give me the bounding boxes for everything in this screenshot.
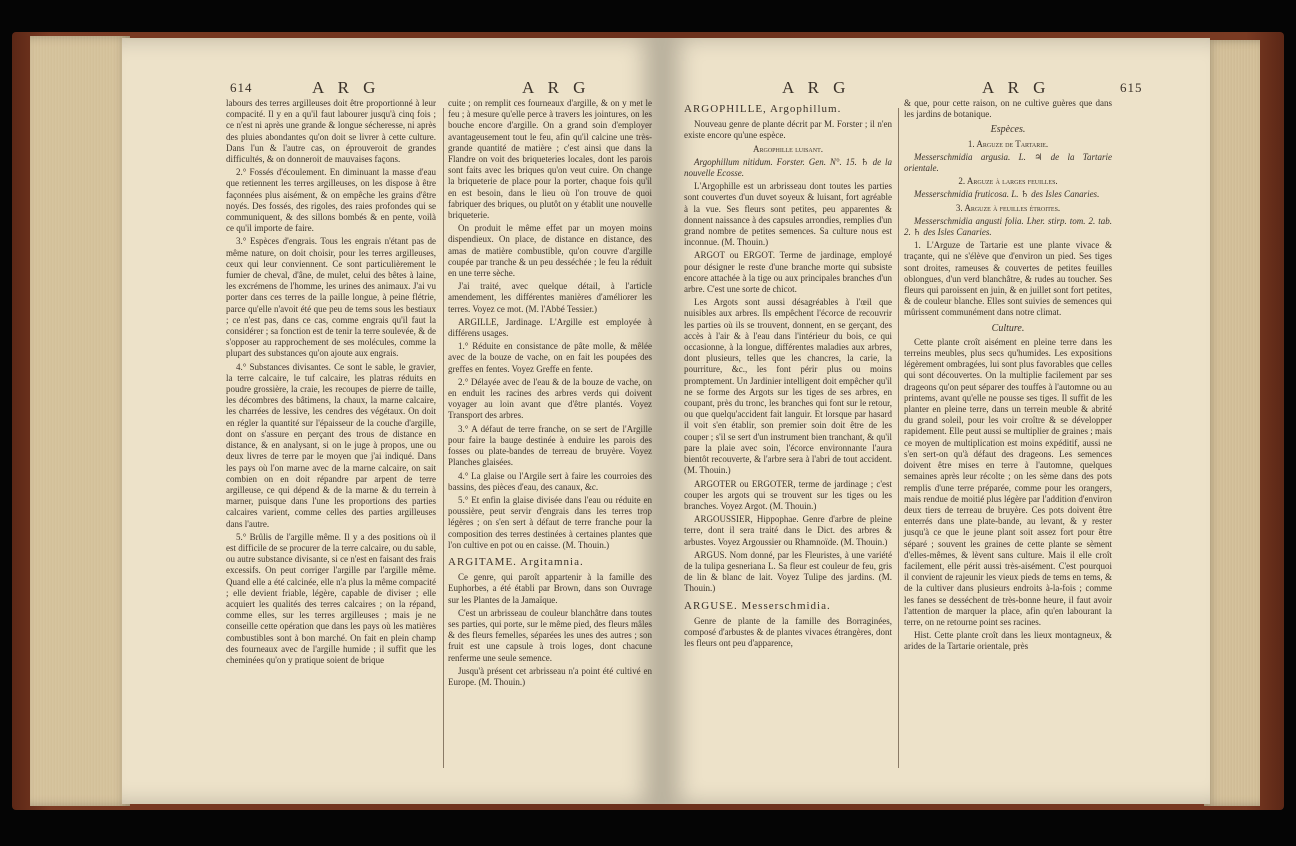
- paragraph: Les Argots sont aussi désagréables à l'œil que nuisibles aux arbres. Ils empêchent l'écorce de recouvrir les parties où ils se trouvent, donnent, en se gerçant, des accès à l'air & à l'eau dans l'intérieur du bois, ce qui occasionne, à la longue, différentes maladies aux arbres, dont plusieurs, telles que les chancres, la carie, la pourriture, &c., les font périr plus ou moins promptement. Un Jardinier intelligent doit empêcher qu'il ne se forme des Argots sur les tiges de ses arbres, en coupant, près du tronc, les branches qui font sur le retour, ou que quelqu'accident fait languir. Et lorsque par hasard il voit s'en établir, son premier soin doit être de les couper ; s'il se sert d'un instrument bien tranchant, & qu'il pare la plaie avec soin, l'écorce environnante l'aura bientôt recouverte, & l'arbre sera à l'abri de tout accident. (M. Thouin.): [684, 297, 892, 476]
- species-item: Messerschmidia angusti folia. Lher. stirp. tom. 2. tab. 2. ♄ des Isles Canaries.: [904, 215, 1112, 238]
- paragraph: 1. L'Arguze de Tartarie est une plante vivace & traçante, qui ne s'élève que d'environ un pied. Ses tiges sont droites, rameuses & couvertes de petites feuilles oblongues, d'un verd blanchâtre, & rudes au toucher. Ses fleurs qui paroissent en juin, & en juillet sont fort petites, & de couleur blanche. Elles sont suivies de semences qui mûrissent communément dans notre climat.: [904, 240, 1112, 318]
- left-page-column-2: [448, 98, 652, 690]
- running-head-left-col: A R G: [782, 78, 851, 97]
- paragraph: 1.° Réduite en consistance de pâte molle, & mêlée avec de la bouze de vache, on en fait les poupées des greffes en fentes. Voyez Greffe en fente.: [448, 341, 652, 374]
- paragraph: Nouveau genre de plante décrit par M. Forster ; il n'en existe encore qu'une espèce.: [684, 119, 892, 141]
- paragraph: cuite ; on remplit ces fourneaux d'argille, & on y met le feu ; à mesure qu'elle perce à travers les jointures, on les bouche encore d'argille. On a grand soin d'employer avantageusement tout le feu, afin qu'il calcine une très-grande quantité de matière ; c'est ainsi que dans la Flandre on voit des briqueteries locales, dont les parois sont faits avec les briques qu'on veut cuire. On change la briqueterie de place pour la porter, chaque fois qu'il en est besoin, dans le lieu où l'on trouve de quoi fabriquer des briques, ou plutôt on y établit une nouvelle briqueterie.: [448, 98, 652, 221]
- running-head-right-col: A R G: [522, 78, 591, 97]
- entry-argus: ARGUS. Nom donné, par les Fleuristes, à une variété de la tulipa gesneriana L. Sa fleur est couleur de feu, gris de lin & blanc de lait. Voyez Tulipe des jardins. (M. Thouin.): [684, 549, 892, 594]
- section-title-culture: Culture.: [991, 322, 1025, 334]
- entry-argot: ARGOT ou ERGOT. Terme de jardinage, employé pour désigner le reste d'une branche morte qui subsiste encore attachée à la tige ou aux principales branches d'un arbre. C'est une sorte de chicot.: [684, 250, 892, 295]
- paragraph: 3.° Espèces d'engrais. Tous les engrais n'étant pas de même nature, on doit choisir, pour les terres argilleuses, ceux qui leur conviennent. Ce sont particulièrement le fumier de cheval, d'âne, de mulet, celui des bêtes à laine, les excrémens de l'homme, les urines des animaux. J'ai vu porter dans ces terres de la paille longue, à peine flétrie, parce qu'elle n'avoit été que peu de tems sous les bestiaux ; ce n'est pas, dans ce cas, comme engrais qu'il faut la considérer ; sa fonction est de tenir la terre soulevée, & de s'opposer au rapprochement de ses molécules, comme la plupart des substances qu'on ajoute aux engrais.: [226, 236, 436, 359]
- page-number-right: 615: [1120, 80, 1143, 95]
- species-name: Argophille luisant.: [753, 143, 823, 154]
- page-edges-right: [1204, 40, 1260, 806]
- paragraph: L'Argophille est un arbrisseau dont toutes les parties sont couvertes d'un duvet soyeux & luisant, fort agréable à la vue. Ses fleurs sont petites, peu apparentes & donnent naissance à des capsules arrondies, remplies d'un grand nombre de petites semences. Sa culture nous est inconnue. (M. Thouin.): [684, 181, 892, 248]
- entry-argoter: ARGOTER ou ERGOTER, terme de jardinage ; c'est couper les argots qui se trouvent sur les tiges ou les branches. Voyez Argot. (M. Thouin.): [684, 478, 892, 511]
- species-item: Messerschmidia argusia. L. ♃ de la Tartarie orientale.: [904, 151, 1112, 174]
- paragraph: 2.° Délayée avec de l'eau & de la bouze de vache, on en enduit les racines des arbres verds qui doivent voyager au loin avant que d'être plantés. Voyez Transport des arbres.: [448, 376, 652, 421]
- right-page-column-2: [904, 98, 1112, 655]
- paragraph: Cette plante croît aisément en pleine terre dans les terreins meubles, plus secs qu'humides. Les expositions légèrement ombragées, lui sont plus favorables que celles qui sont découvertes. On la multiplie facilement par ses drageons qu'on peut séparer des touffes à l'automne ou au printems, avant qu'elle ne pousse ses tiges. Il suffit de les planter en pleine terre, dans un terrein meuble & abrité du grand soleil, pour les voir croître & se développer rapidement. Elle peut aussi se multiplier de graines ; mais ce moyen de multiplication est moins expéditif, aussi ne s'en sert-on qu'à défaut des drageons. Les semences doivent être mises en terre à l'automne, quelques semaines après leur récolte ; on les sème dans des pots remplis d'une terre préparée, comme pour les orangers, mais rendue de moitié plus légère par l'addition d'environ deux tiers de terreau de bruyère. Ces pots doivent être enterrés dans une plate-bande, au levant, & y rester jusqu'à ce que le jeune plant soit assez fort pour être séparé ; souvent les graines de cette plante se sèment d'elles-mêmes, & lèvent sans culture. Mais il elle croît facilement, elle périt aussi très-aisément. C'est pourquoi il convient de rajeunir les vieux pieds de tems en tems, & de la cultiver dans plusieurs endroits à-la-fois ; comme les fanes se desséchent de très-bonne heure, il faut avoir l'attention de marquer la place, afin qu'en labourant la terre, on ne retourne point ses racines.: [904, 336, 1112, 627]
- paragraph: & que, pour cette raison, on ne cultive guères que dans les jardins de botanique.: [904, 98, 1112, 120]
- page-number-left: 614: [230, 80, 253, 95]
- paragraph: 4.° Substances divisantes. Ce sont le sable, le gravier, la terre calcaire, le tuf calcaire, les platras réduits en poudre grossière, la craie, les recoupes de pierre de taille, les décombres des bâtimens, la chaux, la marne calcaire, les charrées de lessive, les cendres des végétaux. On doit en régler la quantité sur l'épaisseur de la couche d'argille, dont on s'assure en perçant des trous de distance en distance, & en analysant, si on le juge à propos, une ou deux livres de terre par le moyen que j'ai indiqué. Dans les pays où l'on marne avec de la marne calcaire, on sait combien on en doit répandre par arpent de terre argilleuse, ce qui dépend & de la marne & du terrein à marner, puisque dans l'une les proportions des parties calcaires varient, comme celles des parties argilleuses dans l'autre.: [226, 361, 436, 529]
- paragraph: 5.° Et enfin la glaise divisée dans l'eau ou réduite en poussière, peut servir d'engrais dans les terres trop légères ; on s'en sert à défaut de terre franche pour la composition des terres destinées à certaines plantes que l'on cultive en pot ou en caisse. (M. Thouin.): [448, 494, 652, 550]
- species-latin: Argophillum nitidum. Forster. Gen. N°. 15. ♄ de la nouvelle Ecosse.: [684, 156, 892, 179]
- left-page: [122, 38, 662, 804]
- left-page-column-1: [226, 98, 436, 668]
- paragraph: 3.° A défaut de terre franche, on se sert de l'Argille pour faire la bauge destinée à enduire les parois des fosses ou plate-bandes de terreau de bruyère. Voyez Planches glaisées.: [448, 423, 652, 468]
- entry-heading-arguse: ARGUSE. Messerschmidia.: [684, 599, 831, 612]
- paragraph: 5.° Brûlis de l'argille même. Il y a des positions où il est difficile de se procurer de la terre calcaire, ou du sable, ou autre substance divisante, si ce n'est en faisant des frais excessifs. On peut corriger l'argille par l'argille même. Quand elle a été calcinée, elle n'a plus la même compacité ; elle devient friable, légère, capable de diviser ; elle acquiert les qualités des terres calcaires ; on la répand, comme elles, sur les terres argilleuses ; mais je ne conseille cette opération que dans les pays où les matières combustibles sont à bon marché. On fait en plein champ des fourneaux avec de l'argille humide ; il suffit que les cheminées qu'on y pratique soient de brique: [226, 531, 436, 665]
- right-page-column-1: [684, 98, 892, 651]
- species-item: 3. Arguze à feuilles étroites.: [955, 202, 1061, 213]
- paragraph: Jusqu'à présent cet arbrisseau n'a point été cultivé en Europe. (M. Thouin.): [448, 665, 652, 687]
- page-edges-left: [30, 36, 130, 806]
- paragraph: 2.° Fossés d'écoulement. En diminuant la masse d'eau que retiennent les terres argilleuses, on les dispose à être façonnées plus aisément, & on empêche les grains d'être noyés. Des fossés, des rigoles, des raies profondes qui se communiquent, & des sillons bombés & en pente, voilà ce qu'il importe de faire.: [226, 167, 436, 234]
- entry-heading-argophille: ARGOPHILLE, Argophillum.: [684, 103, 842, 115]
- section-title-especes: Espèces.: [990, 124, 1026, 136]
- entry-argoussier: ARGOUSSIER, Hippophae. Genre d'arbre de pleine terre, dont il sera traité dans le Dict. des arbres & arbustes. Voyez Argoussier ou Rhamnoïde. (M. Thouin.): [684, 514, 892, 547]
- paragraph: On produit le même effet par un moyen moins dispendieux. On place, de distance en distance, des amas de matière combustible, qu'on couvre d'argille coupée par tranche & un peu desséchée ; le feu la réduit en une terre sèche.: [448, 223, 652, 279]
- column-rule: [443, 108, 444, 768]
- paragraph: Genre de plante de la famille des Borraginées, composé d'arbustes & de plantes vivaces étrangères, dont les fleurs ont peu d'apparence,: [684, 615, 892, 649]
- column-rule: [898, 108, 899, 768]
- paragraph: Hist. Cette plante croît dans les lieux montagneux, & arides de la Tartarie orientale, près: [904, 630, 1112, 652]
- paragraph: C'est un arbrisseau de couleur blanchâtre dans toutes ses parties, qui porte, sur le même pied, des fleurs mâles & des fleurs femelles, séparées les unes des autres ; son fruit est une capsule à trois loges, dont chacune renferme une seule semence.: [448, 607, 652, 663]
- running-head-right-col: A R G: [982, 78, 1051, 97]
- species-item: 2. Arguze à larges feuilles.: [958, 176, 1058, 187]
- species-item: 1. Arguze de Tartarie.: [967, 138, 1049, 149]
- paragraph: 4.° La glaise ou l'Argile sert à faire les courroies des bassins, des pièces d'eau, des canaux, &c.: [448, 470, 652, 492]
- species-item: Messerschmidia fruticosa. L. ♄ des Isles Canaries.: [914, 189, 1100, 200]
- entry-argille: ARGILLE, Jardinage. L'Argille est employée à différens usages.: [448, 316, 652, 339]
- paragraph: labours des terres argilleuses doit être proportionné à leur compacité. Il y en a qu'il faut labourer jusqu'à cinq fois ; ce n'est ni après une grande & longue sécheresse, ni après des pluies abondantes qu'on doit se livrer à cette culture. Dans l'un & l'autre cas, on éprouveroit de grandes difficultés, & on donneroit de mauvaises façons.: [226, 98, 436, 165]
- paragraph: Ce genre, qui paroît appartenir à la famille des Euphorbes, a été établi par Brown, dans son Ouvrage sur les Plantes de la Jamaïque.: [448, 572, 652, 605]
- entry-heading-argitame: ARGITAME. Argitamnia.: [448, 555, 584, 568]
- paragraph: J'ai traité, avec quelque détail, à l'article amendement, les différentes manières d'améliorer les terres. Voyez ce mot. (M. l'Abbé Tessier.): [448, 281, 652, 314]
- running-head-left-col: A R G: [312, 78, 381, 97]
- right-page: [662, 38, 1210, 804]
